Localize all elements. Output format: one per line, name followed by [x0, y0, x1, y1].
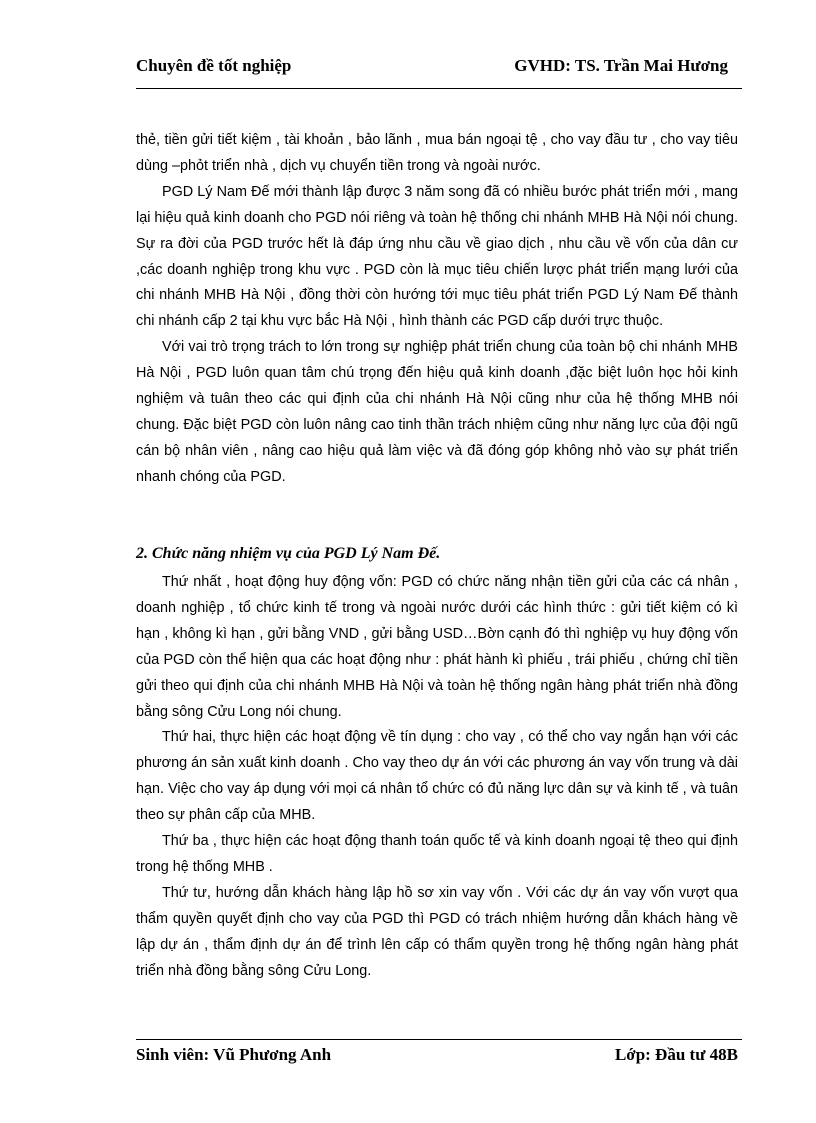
paragraph: Thứ ba , thực hiện các hoạt động thanh toán quốc tế và kinh doanh ngoại tệ theo qui định trong hệ thống MHB . — [136, 833, 738, 875]
header-title: Chuyên đề tốt nghiệp — [136, 56, 292, 75]
section-text — [136, 570, 738, 985]
paragraph: Với vai trò trọng trách to lớn trong sự nghiệp phát triển chung của toàn bộ chi nhánh MHB Hà Nội , PGD luôn quan tâm chú trọng đến hiệu quả kinh doanh ,đặc biệt luôn học hỏi kinh nghiệm và tuân theo các qui định của chi nhánh Hà Nội cũng như của hệ thống MHB nói chung. Đặc biệt PGD còn luôn nâng cao tinh thần trách nhiệm cũng như năng lực của đội ngũ cán bộ nhân viên , nâng cao hiệu quả làm việc và đã đóng góp không nhỏ vào sự phát triển nhanh chóng của PGD. — [136, 339, 738, 485]
intro-text — [136, 128, 738, 491]
page-header — [136, 56, 728, 76]
footer-student: Sinh viên: Vũ Phương Anh — [136, 1045, 332, 1064]
footer-divider — [136, 1039, 742, 1040]
paragraph: thẻ, tiền gửi tiết kiệm , tài khoản , bảo lãnh , mua bán ngoại tệ , cho vay đầu tư , cho vay tiêu dùng –phỏt triển nhà , dịch vụ chuyển tiền trong và ngoài nước. — [136, 132, 738, 174]
header-divider — [136, 88, 742, 89]
paragraph: Thứ tư, hướng dẫn khách hàng lập hồ sơ xin vay vốn . Với các dự án vay vốn vượt qua thẩm quyền quyết định cho vay của PGD thì PGD có trách nhiệm hướng dẫn khách hàng về lập dự án , thẩm định dự án để trình lên cấp có thẩm quyền trong hệ thống ngân hàng phát triển nhà đồng bằng sông Cửu Long. — [136, 884, 738, 979]
paragraph: Thứ hai, thực hiện các hoạt động về tín dụng : cho vay , có thể cho vay ngắn hạn với các phương án sản xuất kinh doanh . Cho vay theo dự án với các phương án vay vốn trung và dài hạn. Việc cho vay áp dụng với mọi cá nhân tổ chức có đủ năng lực dân sự và kinh tế , và tuân theo sự phân cấp của MHB. — [136, 729, 738, 824]
page-footer — [136, 1045, 738, 1065]
footer-class: Lớp: Đầu tư 48B — [614, 1045, 738, 1064]
paragraph: Thứ nhất , hoạt động huy động vốn: PGD có chức năng nhận tiền gửi của các cá nhân , doanh nghiệp , tổ chức kinh tế trong và ngoài nước dưới các hình thức : gửi tiết kiệm có kì hạn , không kì hạn , gửi bằng VND , gửi bằng USD…Bờn cạnh đó thì nghiệp vụ huy động vốn của PGD còn thể hiện qua các hoạt động như : phát hành kì phiếu , trái phiếu , chứng chỉ tiền gửi theo qui định của chi nhánh MHB Hà Nội và toàn hệ thống ngân hàng phát triển nhà đồng bằng sông Cửu Long nói chung. — [136, 574, 738, 720]
section-heading: 2. Chức năng nhiệm vụ của PGD Lý Nam Đế. — [136, 545, 441, 562]
header-advisor: GVHD: TS. Trần Mai Hương — [514, 56, 728, 75]
paragraph: PGD Lý Nam Đế mới thành lập được 3 năm song đã có nhiều bước phát triển mới , mang lại hiệu quả kinh doanh cho PGD nói riêng và toàn hệ thống chi nhánh MHB Hà Nội nói chung. Sự ra đời của PGD trước hết là đáp ứng nhu cầu về giao dịch , nhu cầu về vốn của dân cư ,các doanh nghiệp trong khu vực . PGD còn là mục tiêu chiến lược phát triển mạng lưới của chi nhánh MHB Hà Nội , đồng thời còn hướng tới mục tiêu phát triển PGD Lý Nam Đế thành chi nhánh cấp 2 tại khu vực bắc Hà Nội , hình thành các PGD cấp dưới trực thuộc. — [136, 183, 738, 330]
